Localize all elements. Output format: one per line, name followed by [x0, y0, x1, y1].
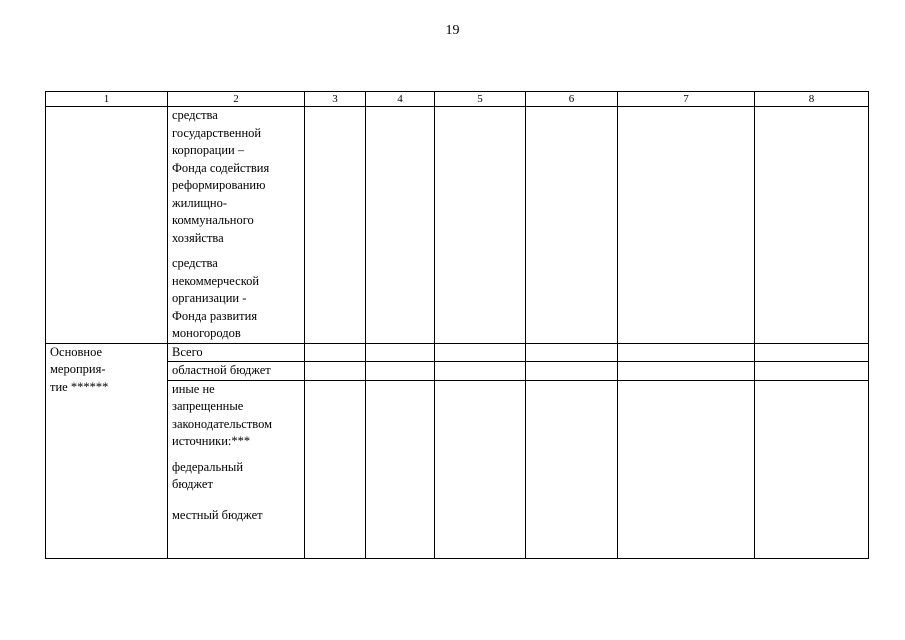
table-row [46, 362, 869, 381]
table-cell [526, 107, 618, 344]
cell-text: источники:*** [172, 434, 251, 448]
header-cell: 6 [526, 92, 618, 107]
funding-source-cell [168, 107, 305, 344]
cell-text: моногородов [172, 326, 241, 340]
table-cell [366, 380, 435, 558]
cell-text: организации - [172, 291, 247, 305]
table-cell [755, 107, 869, 344]
header-row [46, 92, 869, 107]
table-cell [366, 362, 435, 381]
header-cell: 4 [366, 92, 435, 107]
cell-text: Основное [50, 344, 103, 359]
cell-text: законодательством [172, 416, 273, 431]
cell-text: запрещенные [172, 399, 244, 413]
table-cell [366, 343, 435, 362]
page-number: 19 [445, 23, 460, 38]
activity-name-cell [46, 343, 168, 558]
table-cell [435, 343, 526, 362]
funding-source-cell [168, 380, 305, 558]
header-cell: 7 [618, 92, 755, 107]
table-cell [305, 380, 366, 558]
table-cell [435, 107, 526, 344]
cell-text: жилищно- [172, 195, 227, 210]
table-cell [526, 343, 618, 362]
table-cell [526, 380, 618, 558]
cell-text: государственной [172, 125, 262, 140]
cell-text: реформированию [172, 178, 266, 192]
header-cell: 5 [435, 92, 526, 107]
table-row [46, 380, 869, 558]
cell-text: местный бюджет [172, 507, 263, 522]
table-cell [366, 107, 435, 344]
table-cell [618, 362, 755, 381]
cell-text: бюджет [172, 477, 213, 491]
table-cell [618, 380, 755, 558]
cell-text: корпорации – [172, 143, 245, 157]
cell-text: средства [172, 256, 218, 270]
cell-text: мероприя- [50, 362, 106, 376]
header-cell: 1 [46, 92, 168, 107]
header-cell: 3 [305, 92, 366, 107]
table-row [46, 107, 869, 344]
cell-text: федеральный [172, 459, 244, 474]
total-cell: Всего [168, 343, 305, 362]
table-cell [755, 380, 869, 558]
table-cell [435, 362, 526, 381]
table-cell [46, 107, 168, 344]
table-cell [526, 362, 618, 381]
cell-text: коммунального [172, 213, 254, 227]
data-table [45, 91, 869, 559]
table-cell [435, 380, 526, 558]
header-cell: 8 [755, 92, 869, 107]
table-row [46, 343, 869, 362]
table-cell [755, 343, 869, 362]
header-cell: 2 [168, 92, 305, 107]
table-cell [618, 343, 755, 362]
cell-text: тие ****** [50, 379, 109, 394]
cell-text: Фонда развития [172, 308, 258, 323]
cell-text: Фонда содействия [172, 160, 270, 175]
cell-text: хозяйства [172, 230, 224, 245]
table-cell [305, 362, 366, 381]
table-cell [618, 107, 755, 344]
table-cell [305, 107, 366, 344]
regional-budget-cell: областной бюджет [168, 362, 305, 381]
cell-text: иные не [172, 381, 215, 396]
cell-text: некоммерческой [172, 273, 260, 288]
cell-text: средства [172, 108, 218, 122]
table-cell [305, 343, 366, 362]
table-cell [755, 362, 869, 381]
